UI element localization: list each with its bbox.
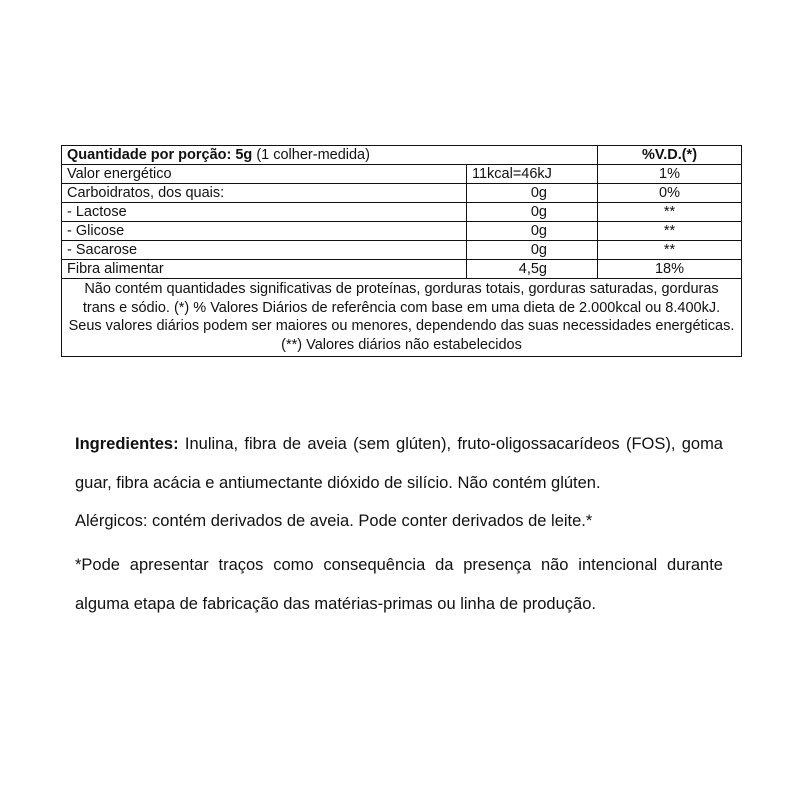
ingredients-text: Inulina, fibra de aveia (sem glúten), fruto-oligossacarídeos (FOS), goma guar, fibra acácia e antiumectante dióxido de silício. Não contém glúten. xyxy=(75,435,723,492)
table-row xyxy=(62,184,742,203)
table-row xyxy=(62,241,742,260)
ingredients-label: Ingredientes: xyxy=(75,435,179,453)
allergens-statement: Alérgicos: contém derivados de aveia. Pode conter derivados de leite.* xyxy=(75,512,593,530)
nutrient-name: - Lactose xyxy=(62,203,467,222)
nutrient-amount: 0g xyxy=(467,222,598,241)
table-header-row xyxy=(62,146,742,165)
nutrient-amount: 0g xyxy=(467,203,598,222)
serving-size-cell xyxy=(62,146,598,165)
nutrition-facts-table xyxy=(61,145,742,357)
nutrient-name: Fibra alimentar xyxy=(62,260,467,279)
nutrient-daily-value: ** xyxy=(598,203,742,222)
daily-value-header: %V.D.(*) xyxy=(598,146,742,165)
nutrient-amount: 4,5g xyxy=(467,260,598,279)
nutrient-name: - Glicose xyxy=(62,222,467,241)
serving-size-label: Quantidade por porção: 5g xyxy=(67,147,253,163)
table-footnote-row xyxy=(62,279,742,357)
nutrient-amount: 0g xyxy=(467,241,598,260)
table-row xyxy=(62,203,742,222)
nutrient-daily-value: 0% xyxy=(598,184,742,203)
nutrient-daily-value: ** xyxy=(598,241,742,260)
table-footnote: Não contém quantidades significativas de proteínas, gorduras totais, gorduras saturadas, gorduras trans e sódio. (*) % Valores Diários de referência com base em uma dieta de 2.000kcal ou 8.400kJ. Seus valores diários podem ser maiores ou menores, dependendo das suas necessidades energéticas. (**) Valores diários não estabelecidos xyxy=(62,279,742,357)
nutrient-daily-value: 1% xyxy=(598,165,742,184)
nutrient-name: - Sacarose xyxy=(62,241,467,260)
table-row xyxy=(62,222,742,241)
nutrient-amount: 11kcal=46kJ xyxy=(467,165,598,184)
table-row xyxy=(62,260,742,279)
nutrient-name: Carboidratos, dos quais: xyxy=(62,184,467,203)
nutrient-name: Valor energético xyxy=(62,165,467,184)
nutrient-daily-value: ** xyxy=(598,222,742,241)
nutrient-amount: 0g xyxy=(467,184,598,203)
ingredients-paragraph xyxy=(75,425,723,503)
trace-note: *Pode apresentar traços como consequência da presença não intencional durante alguma etapa de fabricação das matérias-primas ou linha de produção. xyxy=(75,556,723,613)
table-row xyxy=(62,165,742,184)
serving-size-detail: (1 colher-medida) xyxy=(252,147,370,163)
nutrient-daily-value: 18% xyxy=(598,260,742,279)
